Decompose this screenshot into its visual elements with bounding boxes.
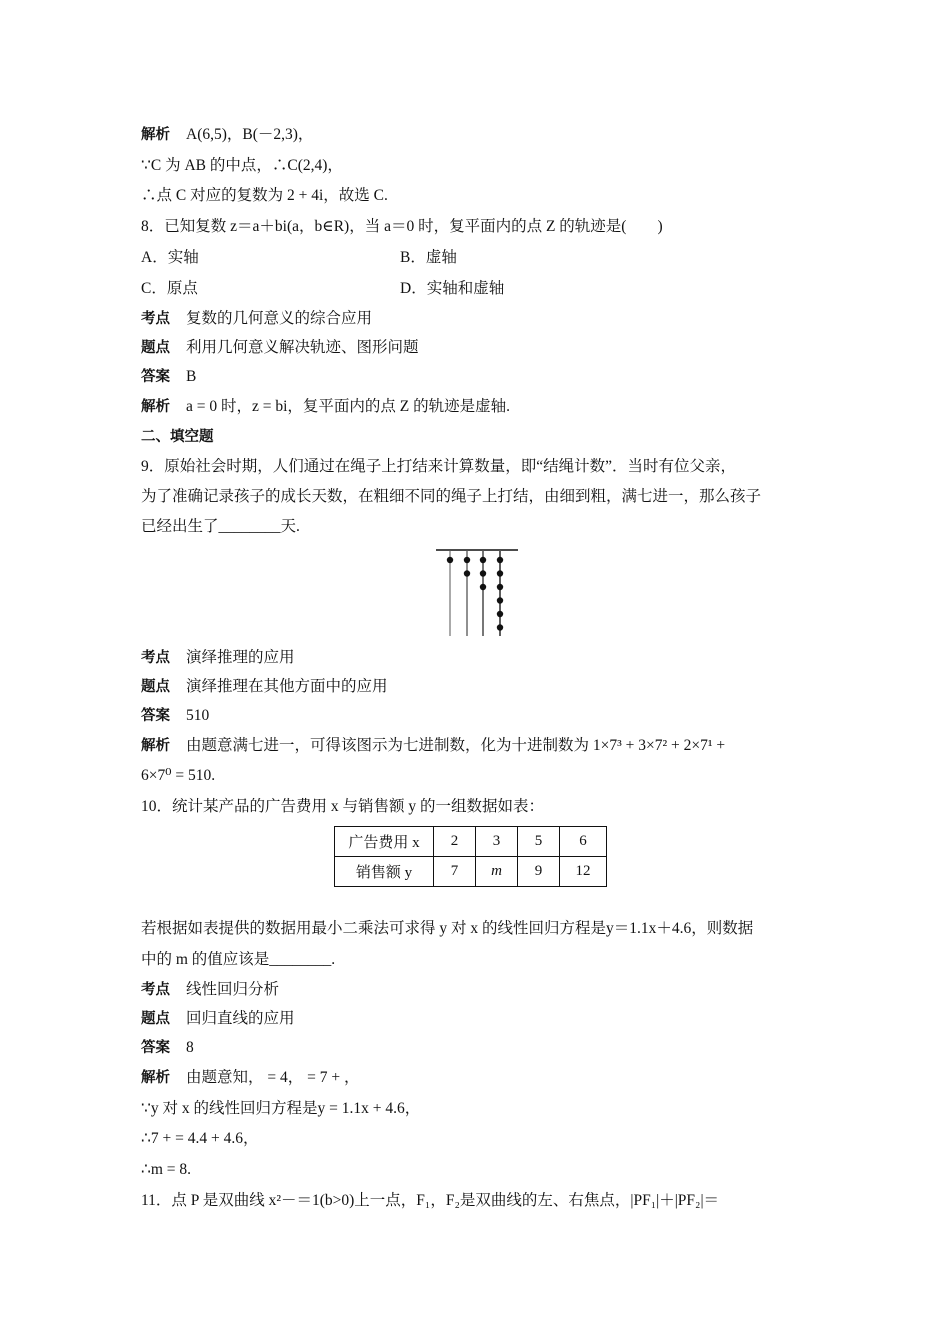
jiexi-label: 解析 [141,127,170,143]
table-cell: 6 [560,827,607,857]
q8-option-d: D．实轴和虚轴 [400,280,505,297]
q8-option-c: C．原点 [141,280,198,297]
q10-analysis-line3: ∴7 + = 4.4 + 4.6， [141,1130,259,1147]
table-cell: 7 [434,857,476,887]
q8-analysis: 解析 a = 0 时，z = bi，复平面内的点 Z 的轨迹是虚轴. [141,398,511,415]
table-header-cell: 销售额 y [335,857,434,887]
q10-answer: 答案 8 [141,1039,194,1056]
knot [480,570,486,576]
knot [480,584,486,590]
q9-line3: 已经出生了________天. [141,518,300,535]
knot [480,557,486,563]
q8-stem: 8．已知复数 z＝a＋bi(a，b∈R)，当 a＝0 时，复平面内的点 Z 的轨迹是( ) [141,218,663,235]
section-heading-fill-blank: 二、填空题 [141,429,214,445]
q10-analysis-line2: ∵y 对 x 的线性回归方程是y = 1.1x + 4.6， [141,1100,421,1117]
p7-analysis-line2: ∵C 为 AB 的中点，∴C(2,4)， [141,157,343,174]
table-cell: 2 [434,827,476,857]
q9-kaodian: 考点 演绎推理的应用 [141,649,295,666]
q9-line2: 为了准确记录孩子的成长天数，在粗细不同的绳子上打结，由细到粗，满七进一，那么孩子 [141,488,762,505]
q10-kaodian: 考点 线性回归分析 [141,981,280,998]
q8-option-b: B．虚轴 [400,249,457,266]
q10-tidian: 题点 回归直线的应用 [141,1010,295,1027]
knot [497,570,503,576]
table-header-cell: 广告费用 x [335,827,434,857]
q8-answer: 答案 B [141,368,197,385]
table-cell: 9 [518,857,560,887]
q9-analysis-line2: 6×7⁰ = 510. [141,767,216,784]
q10-para-line1: 若根据如表提供的数据用最小二乘法可求得 y 对 x 的线性回归方程是y＝1.1x＋4.6，则数据 [141,920,754,937]
table-cell: 3 [476,827,518,857]
q10-para-line2: 中的 m 的值应该是________. [141,951,336,968]
table-cell: m [476,857,518,887]
q8-kaodian: 考点 复数的几何意义的综合应用 [141,310,373,327]
knot-rope-figure [430,542,522,638]
knot [497,584,503,590]
p7-analysis-line3: ∴点 C 对应的复数为 2 + 4i，故选 C. [141,187,388,204]
knot [497,597,503,603]
knot [464,570,470,576]
q9-line1: 9．原始社会时期，人们通过在绳子上打结来计算数量，即“结绳计数”．当时有位父亲， [141,458,737,475]
p7-analysis-line1: 解析 A(6,5)，B(－2,3)， [141,126,314,143]
q10-analysis-line4: ∴m = 8. [141,1161,192,1178]
knot [497,557,503,563]
q10-stem: 10．统计某产品的广告费用 x 与销售额 y 的一组数据如表： [141,798,545,815]
q10-data-table [334,826,607,887]
knot [497,611,503,617]
q9-analysis-line1: 解析 由题意满七进一，可得该图示为七进制数，化为十进制数为 1×7³ + 3×7² + 2×7¹ + [141,737,726,754]
q8-option-a: A．实轴 [141,249,199,266]
q10-analysis-line1: 解析 由题意知， = 4， = 7 + ， [141,1069,360,1086]
q8-tidian: 题点 利用几何意义解决轨迹、图形问题 [141,339,419,356]
table-row [335,857,607,887]
knot [497,624,503,630]
knot [464,557,470,563]
table-cell: 12 [560,857,607,887]
knot [447,557,453,563]
q11-stem: 11．点 P 是双曲线 x²－＝1(b>0)上一点，F₁，F₂是双曲线的左、右焦点，|PF₁|＋|PF₂|＝ [141,1192,720,1209]
table-row [335,827,607,857]
table-cell: 5 [518,827,560,857]
q9-tidian: 题点 演绎推理在其他方面中的应用 [141,678,388,695]
q9-answer: 答案 510 [141,707,210,724]
